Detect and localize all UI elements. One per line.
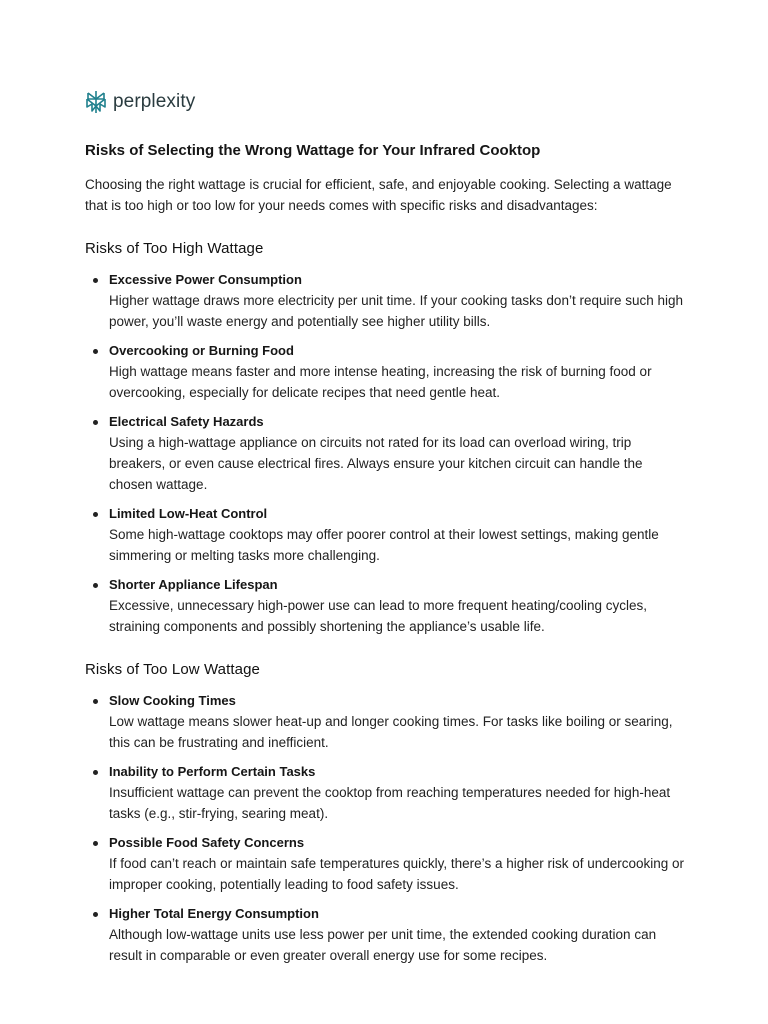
brand-name: perplexity [113,91,196,112]
item-title: Excessive Power Consumption [109,272,302,287]
list-item [85,504,685,566]
list-item [85,412,685,495]
item-title: Possible Food Safety Concerns [109,835,305,850]
item-title: Higher Total Energy Consumption [109,906,319,921]
item-title: Electrical Safety Hazards [109,414,264,429]
list-item [85,575,685,637]
list-item [85,691,685,753]
item-title: Shorter Appliance Lifespan [109,577,278,592]
high-wattage-list [85,270,685,637]
item-description: Some high-wattage cooktops may offer poorer control at their lowest settings, making gentle simmering or melting tasks more challenging. [109,527,659,563]
item-title: Slow Cooking Times [109,693,236,708]
intro-paragraph: Choosing the right wattage is crucial for efficient, safe, and enjoyable cooking. Selecting a wattage that is too high or too low for your needs comes with specific risks and disadvantages: [85,177,672,213]
item-description: Although low-wattage units use less power per unit time, the extended cooking duration can result in comparable or even greater overall energy use for some recipes. [109,927,657,963]
item-title: Inability to Perform Certain Tasks [109,764,316,779]
item-description: If food can’t reach or maintain safe temperatures quickly, there’s a higher risk of undercooking or improper cooking, potentially leading to food safety issues. [109,856,685,892]
list-item [85,341,685,403]
low-wattage-list [85,691,685,966]
brand-logo [85,88,685,116]
section-heading-high: Risks of Too High Wattage [85,240,264,257]
item-description: Insufficient wattage can prevent the cooktop from reaching temperatures needed for high-heat tasks (e.g., stir-frying, searing meat). [109,785,671,821]
item-title: Limited Low-Heat Control [109,506,268,521]
list-item [85,762,685,824]
item-description: High wattage means faster and more intense heating, increasing the risk of burning food or overcooking, especially for delicate recipes that need gentle heat. [109,364,652,400]
item-description: Using a high-wattage appliance on circuits not rated for its load can overload wiring, trip breakers, or even cause electrical fires. Always ensure your kitchen circuit can handle the chosen wattage. [109,435,643,492]
item-description: Excessive, unnecessary high-power use can lead to more frequent heating/cooling cycles, straining components and possibly shortening the appliance’s usable life. [109,598,648,634]
list-item [85,904,685,966]
list-item [85,833,685,895]
item-title: Overcooking or Burning Food [109,343,294,358]
document-page [85,88,685,975]
page-title: Risks of Selecting the Wrong Wattage for Your Infrared Cooktop [85,142,541,159]
list-item [85,270,685,332]
item-description: Low wattage means slower heat-up and longer cooking times. For tasks like boiling or searing, this can be frustrating and inefficient. [109,714,673,750]
item-description: Higher wattage draws more electricity per unit time. If your cooking tasks don’t require such high power, you’ll waste energy and potentially see higher utility bills. [109,293,684,329]
section-heading-low: Risks of Too Low Wattage [85,661,260,678]
perplexity-logo-icon [85,90,107,114]
